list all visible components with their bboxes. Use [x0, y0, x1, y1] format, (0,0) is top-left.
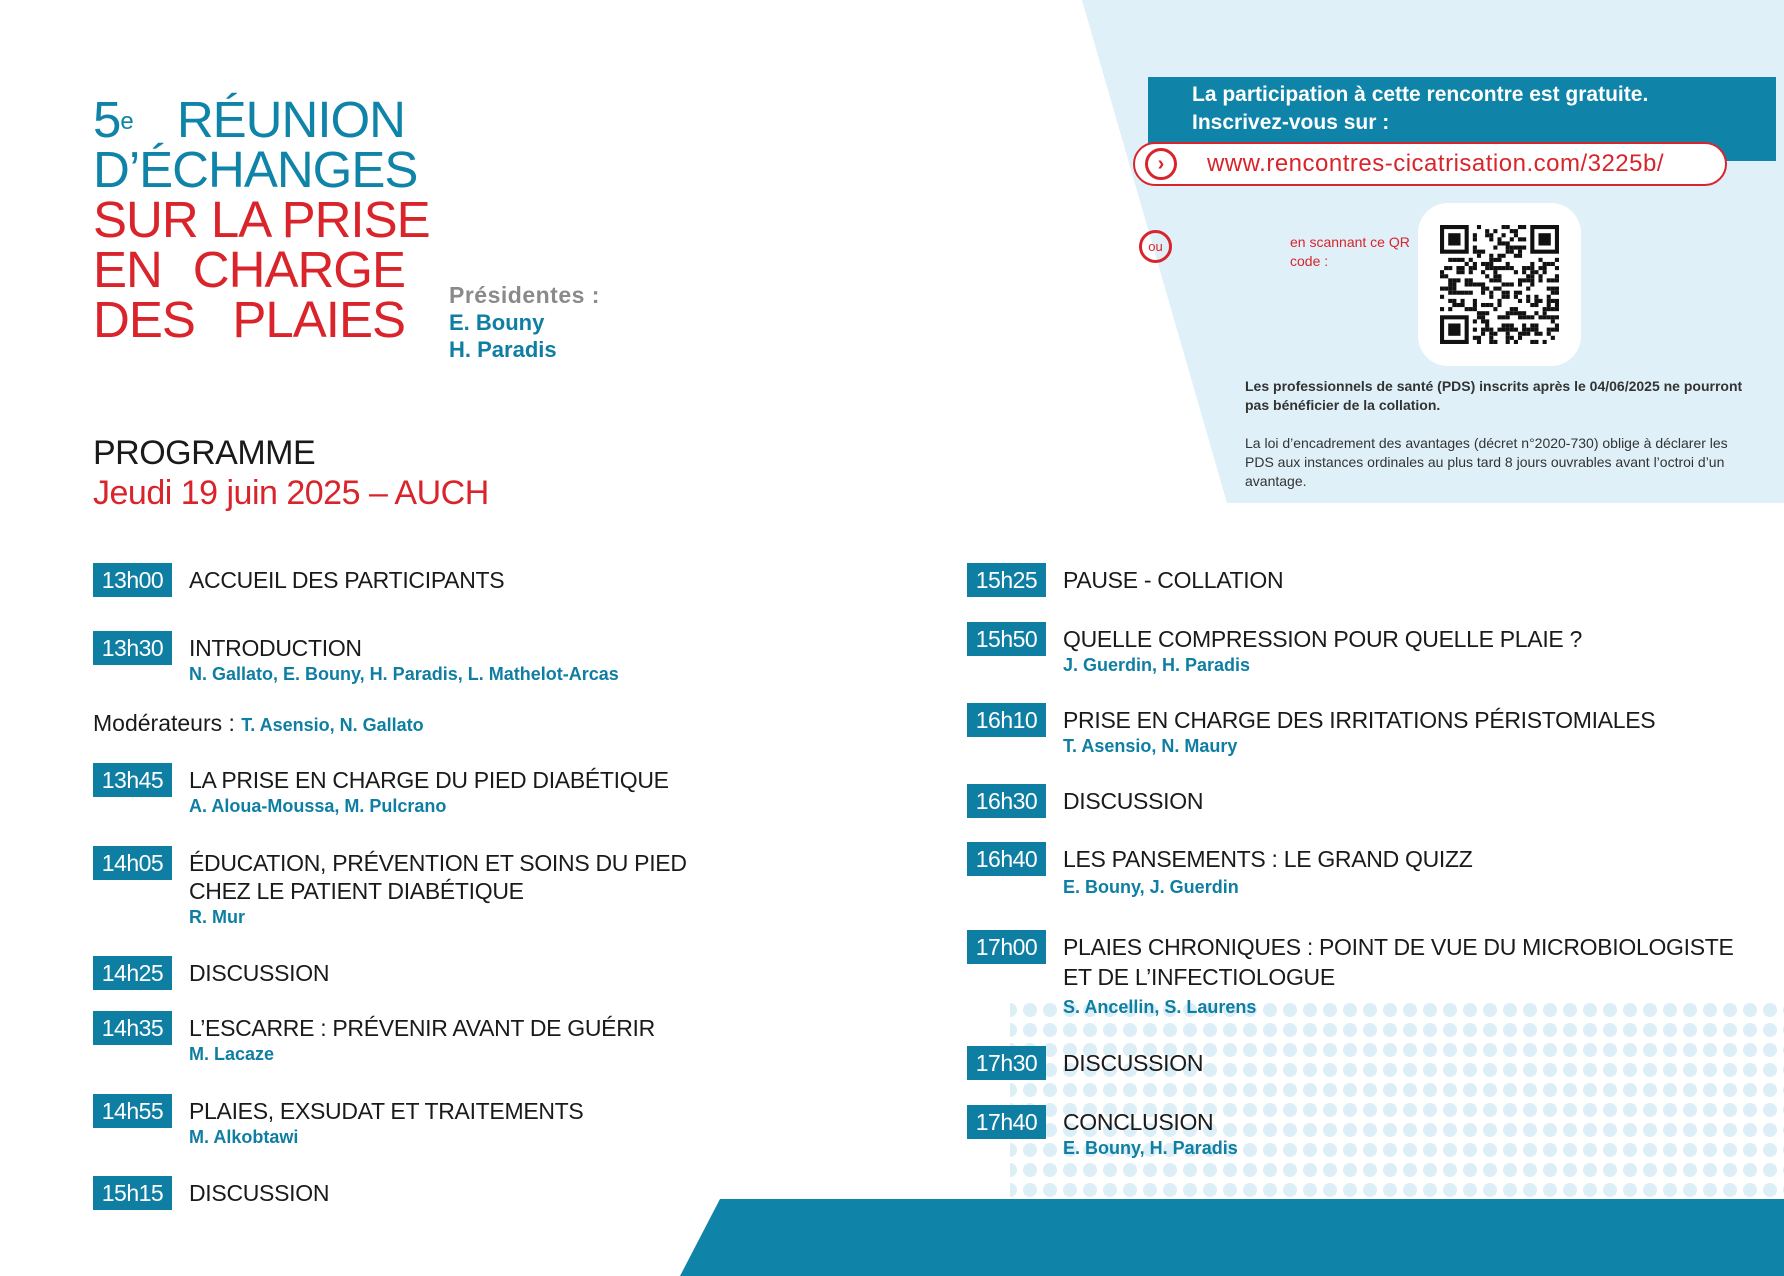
- schedule-item: [93, 563, 504, 597]
- time-badge: 13h30: [93, 631, 172, 665]
- session-speakers: M. Lacaze: [189, 1044, 275, 1064]
- schedule-item: [967, 930, 1734, 1019]
- event-title: 5e RÉUNION D’ÉCHANGES SUR LA PRISE EN CHARGE DES PLAIES: [93, 91, 430, 348]
- session-title: LA PRISE EN CHARGE DU PIED DIABÉTIQUE: [189, 767, 669, 793]
- schedule-item: [967, 622, 1582, 677]
- time-badge: 14h35: [93, 1011, 172, 1045]
- session-speakers: S. Ancellin, S. Laurens: [1063, 997, 1257, 1017]
- session-title: PAUSE - COLLATION: [1063, 567, 1284, 593]
- schedule-item: [93, 1094, 583, 1149]
- schedule-item: [93, 1011, 655, 1066]
- session-title: PLAIES, EXSUDAT ET TRAITEMENTS: [189, 1098, 584, 1124]
- schedule-item: [93, 846, 687, 929]
- schedule-item: [967, 703, 1655, 758]
- session-speakers: A. Aloua-Moussa, M. Pulcrano: [189, 796, 447, 816]
- time-badge: 16h40: [967, 842, 1046, 876]
- session-speakers: E. Bouny, H. Paradis: [1063, 1138, 1238, 1158]
- session-title-line2: ET DE L’INFECTIOLOGUE: [1063, 964, 1335, 990]
- scan-label: en scannant ce QR code :: [1290, 234, 1410, 269]
- qr-code-icon: [1440, 225, 1559, 344]
- schedule-item: [967, 1105, 1238, 1160]
- time-badge: 14h05: [93, 846, 172, 880]
- schedule-item: [967, 563, 1283, 597]
- time-badge: 15h15: [93, 1176, 172, 1210]
- session-speakers: R. Mur: [189, 907, 245, 927]
- session-title-line2: CHEZ LE PATIENT DIABÉTIQUE: [189, 878, 524, 904]
- session-title: DISCUSSION: [1063, 1050, 1204, 1076]
- session-title: DISCUSSION: [1063, 788, 1204, 814]
- dotted-texture: [1010, 1000, 1784, 1200]
- schedule-item: [93, 631, 619, 686]
- presidents-label: Présidentes :: [449, 282, 600, 308]
- session-title: QUELLE COMPRESSION POUR QUELLE PLAIE ?: [1063, 626, 1583, 652]
- session-speakers: J. Guerdin, H. Paradis: [1063, 655, 1251, 675]
- time-badge: 17h40: [967, 1105, 1046, 1139]
- president-name: H. Paradis: [449, 337, 557, 362]
- schedule-item: [93, 763, 669, 818]
- time-badge: 13h45: [93, 763, 172, 797]
- time-badge: 17h30: [967, 1046, 1046, 1080]
- or-badge: ou: [1139, 230, 1172, 263]
- time-badge: 16h10: [967, 703, 1046, 737]
- programme-heading: PROGRAMME: [93, 434, 316, 472]
- registration-banner: La participation à cette rencontre est gratuite. Inscrivez-vous sur :: [1148, 77, 1776, 161]
- session-title: DISCUSSION: [189, 1180, 330, 1206]
- session-title: PLAIES CHRONIQUES : POINT DE VUE DU MICROBIOLOGISTE: [1063, 934, 1734, 960]
- time-badge: 17h00: [967, 930, 1046, 964]
- time-badge: 14h55: [93, 1094, 172, 1128]
- session-title: ÉDUCATION, PRÉVENTION ET SOINS DU PIED: [189, 850, 687, 876]
- president-name: E. Bouny: [449, 310, 545, 335]
- schedule-item: [967, 842, 1472, 899]
- schedule-item: [967, 784, 1203, 818]
- session-title: ACCUEIL DES PARTICIPANTS: [189, 567, 505, 593]
- session-title: LES PANSEMENTS : LE GRAND QUIZZ: [1063, 846, 1473, 872]
- event-date: Jeudi 19 juin 2025 – AUCH: [93, 474, 489, 512]
- time-badge: 15h50: [967, 622, 1046, 656]
- session-speakers: M. Alkobtawi: [189, 1127, 299, 1147]
- presidents-block: [449, 282, 600, 363]
- schedule-item: [967, 1046, 1203, 1080]
- session-title: L’ESCARRE : PRÉVENIR AVANT DE GUÉRIR: [189, 1015, 655, 1041]
- moderators: [93, 710, 424, 737]
- time-badge: 16h30: [967, 784, 1046, 818]
- moderators-label: Modérateurs :: [93, 710, 235, 736]
- session-title: PRISE EN CHARGE DES IRRITATIONS PÉRISTOMIALES: [1063, 707, 1656, 733]
- legal-notice: La loi d’encadrement des avantages (décret n°2020-730) oblige à déclarer les PDS aux instances ordinales au plus tard 8 jours ouvrables avant l’octroi d’un avantage.: [1245, 435, 1728, 489]
- moderators-names: T. Asensio, N. Gallato: [241, 715, 424, 735]
- session-title: INTRODUCTION: [189, 635, 362, 661]
- session-speakers: E. Bouny, J. Guerdin: [1063, 877, 1239, 897]
- time-badge: 14h25: [93, 956, 172, 990]
- schedule-item: [93, 1176, 329, 1210]
- schedule-item: [93, 956, 329, 990]
- time-badge: 15h25: [967, 563, 1046, 597]
- session-speakers: N. Gallato, E. Bouny, H. Paradis, L. Mathelot-Arcas: [189, 664, 619, 684]
- session-title: DISCUSSION: [189, 960, 330, 986]
- session-speakers: T. Asensio, N. Maury: [1063, 736, 1238, 756]
- collation-notice: Les professionnels de santé (PDS) inscrits après le 04/06/2025 ne pourront pas bénéficier de la collation.: [1245, 378, 1743, 413]
- registration-link[interactable]: › www.rencontres-cicatrisation.com/3225b/: [1133, 142, 1727, 186]
- time-badge: 13h00: [93, 563, 172, 597]
- chevron-right-icon: ›: [1145, 148, 1177, 180]
- footer-band: [680, 1199, 1784, 1276]
- session-title: CONCLUSION: [1063, 1109, 1214, 1135]
- qr-code[interactable]: [1418, 203, 1581, 366]
